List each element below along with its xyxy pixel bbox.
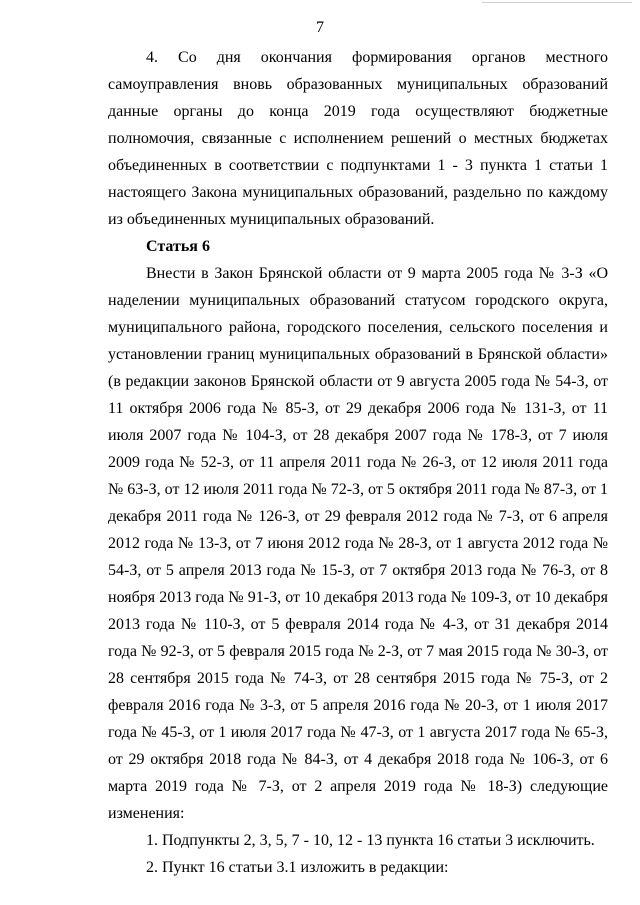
top-edge-line <box>482 2 632 3</box>
article-6-heading: Статья 6 <box>146 238 210 255</box>
article-6-body: Внести в Закон Брянской области от 9 марта 2005 года № 3-З «О наделении муниципальных образований статусом городского округа, муниципального района, городского поселения, сельского поселения и установлении границ муниципальных образований в Брянской области» (в редакции законов Брянской области от 9 августа 2005 года № 54-З, от 11 октября 2006 года № 85-З, от 29 декабря 2006 года № 131-З, от 11 июля 2007 года № 104-З, от 28 декабря 2007 года № 178-З, от 7 июля 2009 года № 52-З, от 11 апреля 2011 года № 26-З, от 12 июля 2011 года № 63-З, от 12 июля 2011 года № 72-З, от 5 октября 2011 года № 87-З, от 1 декабря 2011 года № 126-З, от 29 февраля 2012 года № 7-З, от 6 апреля 2012 года № 13-З, от 7 июня 2012 года № 28-З, от 1 августа 2012 года № 54-З, от 5 апреля 2013 года № 15-З, от 7 октября 2013 года № 76-З, от 8 ноября 2013 года № 91-З, от 10 декабря 2013 года № 109-З, от 10 декабря 2013 года № 110-З, от 5 февраля 2014 года № 4-З, от 31 декабря 2014 года № 92-З, от 5 февраля 2015 года № 2-З, от 7 мая 2015 года № 30-З, от 28 сентября 2015 года № 74-З, от 28 сентября 2015 года № 75-З, от 2 февраля 2016 года № 3-З, от 5 апреля 2016 года № 20-З, от 1 июля 2017 года № 45-З, от 1 июля 2017 года № 47-З, от 1 августа 2017 года № 65-З, от 29 октября 2018 года № 84-З, от 4 декабря 2018 года № 106-З, от 6 марта 2019 года № 7-З, от 2 апреля 2019 года № 18-З) следующие изменения: <box>108 265 608 822</box>
article-6-item-2: 2. Пункт 16 статьи 3.1 изложить в редакции: <box>146 859 449 876</box>
article-6-item-1: 1. Подпункты 2, 3, 5, 7 - 10, 12 - 13 пункта 16 статьи 3 исключить. <box>146 832 595 849</box>
paragraph-4: 4. Со дня окончания формирования органов местного самоуправления вновь образованных муниципальных образований данные органы до конца 2019 года осуществляют бюджетные полномочия, связанные с исполнением решений о местных бюджетах объединенных в соответствии с подпунктами 1 - 3 пункта 1 статьи 1 настоящего Закона муниципальных образований, раздельно по каждому из объединенных муниципальных образований. <box>108 49 608 228</box>
document-body <box>108 44 608 881</box>
page-number: 7 <box>316 19 324 36</box>
